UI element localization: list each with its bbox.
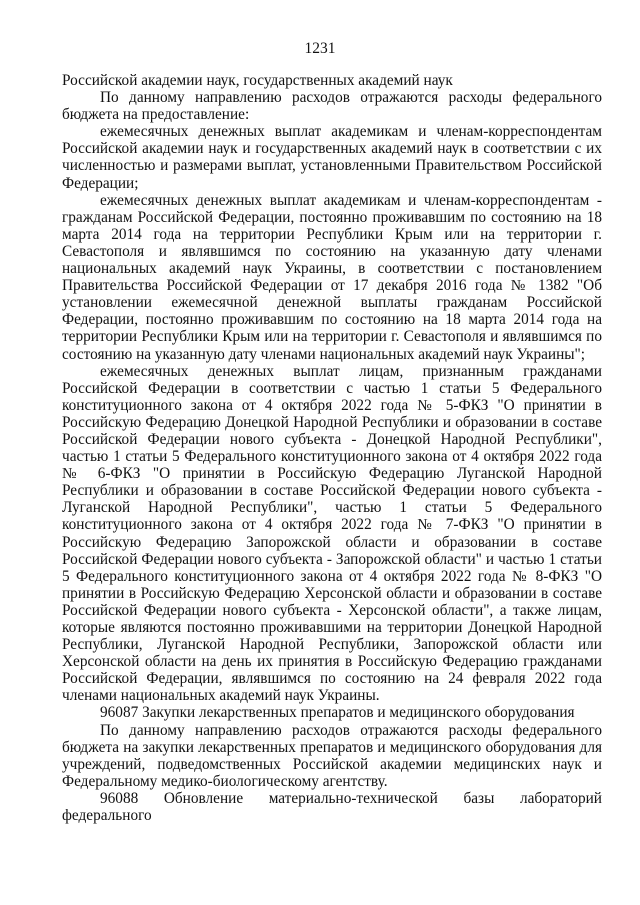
heading-96088: 96088 Обновление материально-технической базы лабораторий федерального xyxy=(62,789,602,825)
document-body xyxy=(62,72,602,824)
paragraph-crimea-payments: ежемесячных денежных выплат академикам и членам-корреспондентам - гражданам Российской Федерации, постоянно проживавшим по состоянию на 18 марта 2014 года на территории Республики Крым или на территории г. Севастополя и являвшимся по состоянию на указанную дату членами национальных академий наук Украины, в соответствии с постановлением Правительства Российской Федерации от 17 декабря 2016 года № 1382 "Об установлении ежемесячной денежной выплаты гражданам Российской Федерации, постоянно проживавшим по состоянию на 18 марта 2014 года на территории Республики Крым или на территории г. Севастополя и являвшимся по состоянию на указанную дату членами национальных академий наук Украины"; xyxy=(62,191,602,363)
page-number: 1231 xyxy=(304,40,336,57)
paragraph-ras-payments: ежемесячных денежных выплат академикам и членам-корреспондентам Российской академии наук и государственных академий наук в соответствии с их численностью и размерами выплат, установленными Правительством Российской Федерации; xyxy=(62,123,602,192)
paragraph-96087-description: По данному направлению расходов отражаются расходы федерального бюджета на закупки лекарственных препаратов и медицинского оборудования для учреждений, подведомственных Российской академии медицинских наук и Федеральному медико-биологическому агентству. xyxy=(62,721,602,790)
paragraph-new-regions-payments: ежемесячных денежных выплат лицам, признанным гражданами Российской Федерации в соответствии с частью 1 статьи 5 Федерального конституционного закона от 4 октября 2022 года № 5-ФКЗ "О принятии в Российскую Федерацию Донецкой Народной Республики и образовании в составе Российской Федерации нового субъекта - Донецкой Народной Республики", частью 1 статьи 5 Федерального конституционного закона от 4 октября 2022 года № 6-ФКЗ "О принятии в Российскую Федерацию Луганской Народной Республики и образовании в составе Российской Федерации нового субъекта - Луганской Народной Республики", частью 1 статьи 5 Федерального конституционного закона от 4 октября 2022 года № 7-ФКЗ "О принятии в Российскую Федерацию Запорожской области и образовании в составе Российской Федерации нового субъекта - Запорожской области" и частью 1 статьи 5 Федерального конституционного закона от 4 октября 2022 года № 8-ФКЗ "О принятии в Российскую Федерацию Херсонской области и образовании в составе Российской Федерации нового субъекта - Херсонской области", а также лицам, которые являются постоянно проживавшими на территории Донецкой Народной Республики, Луганской Народной Республики, Запорожской области или Херсонской области на день их принятия в Российскую Федерацию гражданами Российской Федерации, являвшимся по состоянию на 24 февраля 2022 года членами национальных академий наук Украины. xyxy=(62,362,602,705)
paragraph-intro: По данному направлению расходов отражаются расходы федерального бюджета на предоставление: xyxy=(62,89,602,124)
heading-96087: 96087 Закупки лекарственных препаратов и медицинского оборудования xyxy=(100,704,575,722)
paragraph-continuation: Российской академии наук, государственных академий наук xyxy=(62,72,453,89)
